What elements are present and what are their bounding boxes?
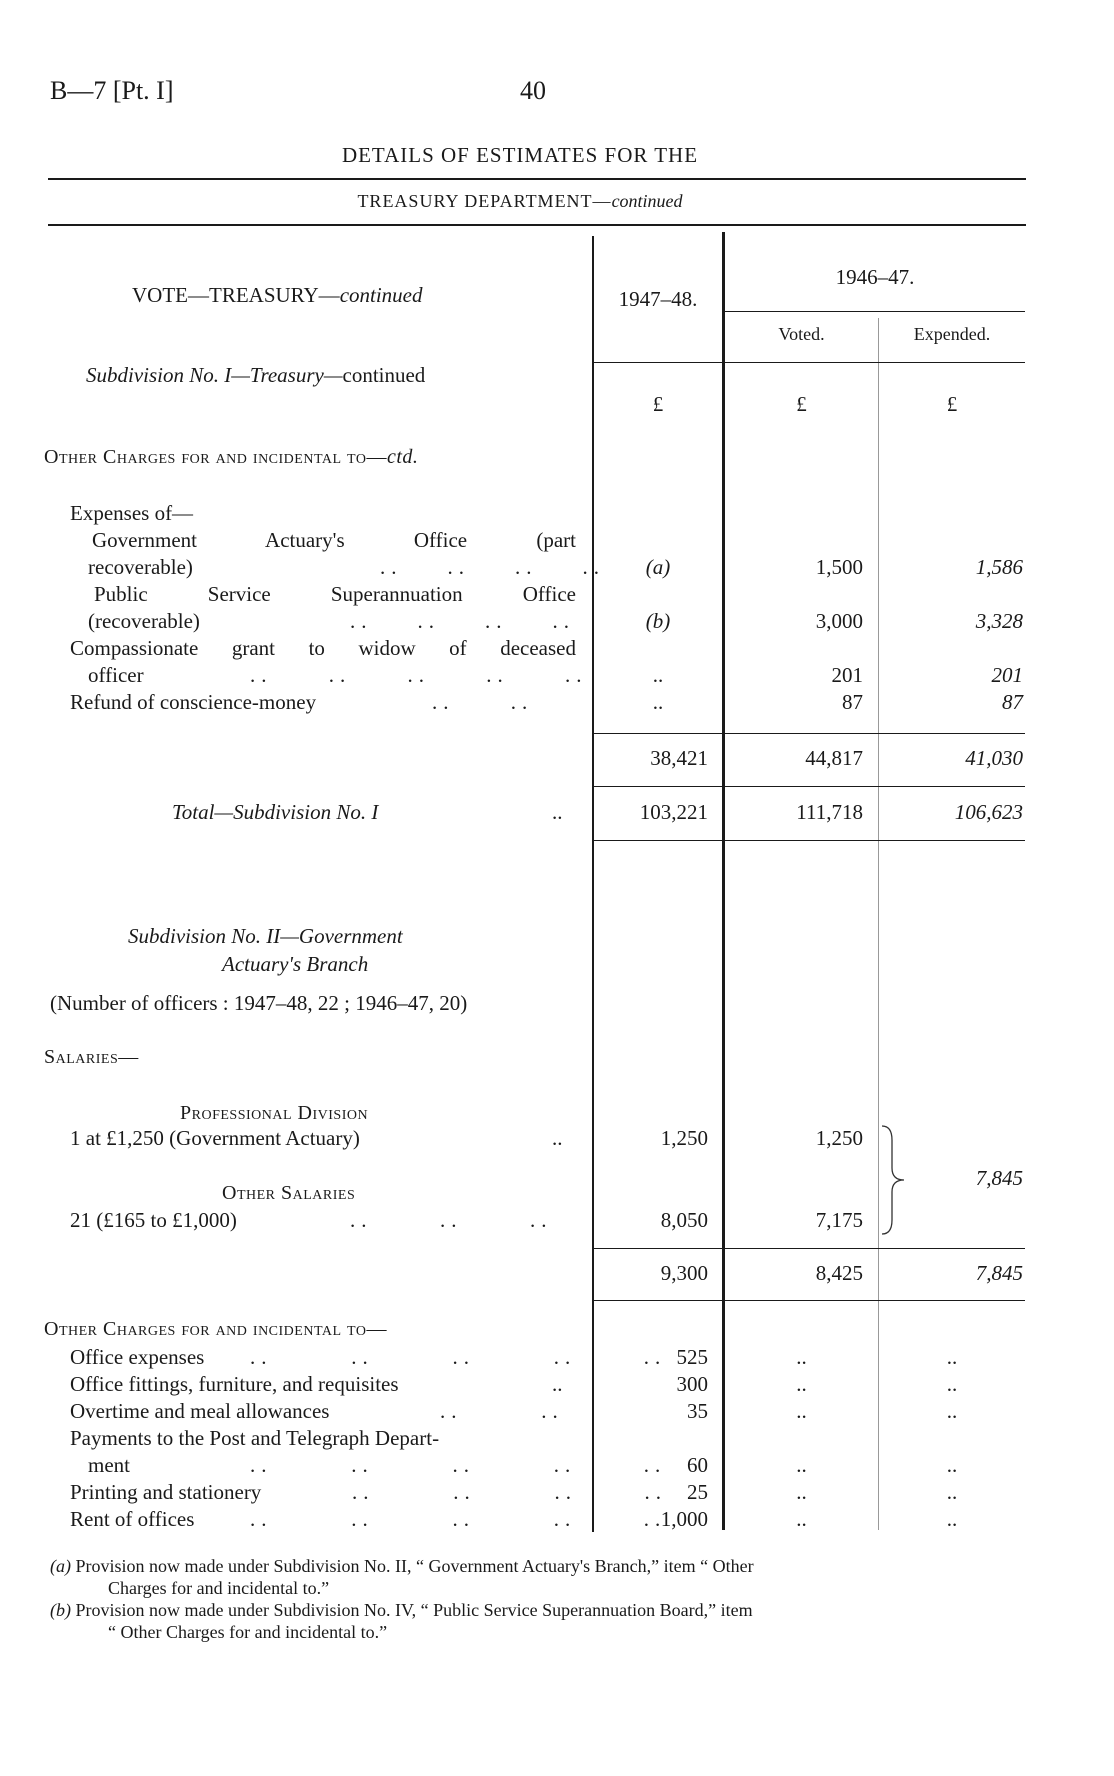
charge-fittings-current: 300: [676, 1372, 708, 1396]
currency-expended: £: [946, 392, 958, 416]
salary-total-top-rule: [594, 1248, 1025, 1249]
subtotal-current: 38,421: [650, 746, 708, 770]
subdiv1-heading: [86, 363, 425, 388]
prof-row-current: 1,250: [660, 1126, 708, 1150]
leader-dots: .. ..: [432, 690, 534, 714]
salary-total-current: 9,300: [660, 1261, 708, 1285]
department-cont: continued: [611, 191, 683, 211]
header-bottom-rule: [594, 362, 1025, 363]
salary-total-voted: 8,425: [815, 1261, 863, 1285]
charge-rent-current: 1,000: [660, 1507, 708, 1531]
salaries-heading: Salaries—: [44, 1046, 139, 1068]
total-current: 103,221: [639, 800, 708, 824]
row-gov-actuary-voted: 1,500: [815, 555, 863, 579]
other-salaries: Other Salaries: [222, 1182, 356, 1204]
row-psso-line1: Public Service Superannuation Office: [94, 582, 576, 606]
leader-dots: .. ..: [440, 1399, 564, 1423]
total-top-rule: [594, 786, 1025, 787]
charge-fittings-voted: ..: [796, 1372, 807, 1396]
leader-dots: .. .. .. ..: [380, 555, 605, 579]
row-grant-line1: Compassionate grant to widow of deceased: [70, 636, 576, 660]
charge-printing-voted: ..: [796, 1480, 807, 1504]
other-row-current: 8,050: [660, 1208, 708, 1232]
footnote-b-line2: “ Other Charges for and incidental to.”: [108, 1622, 388, 1642]
vote-cont: continued: [339, 283, 423, 307]
row-grant-current: ..: [652, 663, 664, 687]
subdiv1-ctd: ctd.: [386, 446, 419, 468]
prof-row-label: 1 at £1,250 (Government Actuary): [70, 1126, 360, 1150]
charge-fittings-label: Office fittings, furniture, and requisites: [70, 1372, 399, 1396]
prof-row-voted: 1,250: [815, 1126, 863, 1150]
charge-post-label: Payments to the Post and Telegraph Depart-: [70, 1426, 440, 1450]
row-refund-voted: 87: [842, 690, 863, 714]
other-row-voted: 7,175: [815, 1208, 863, 1232]
charge-office-expenses-label: Office expenses: [70, 1345, 205, 1369]
charge-post-label2: ment: [88, 1453, 130, 1477]
charge-overtime-label: Overtime and meal allowances: [70, 1399, 330, 1423]
charge-post-current: 60: [687, 1453, 708, 1477]
page-number: 40: [520, 76, 546, 105]
leader-dots: .. .. .. .. ..: [250, 1345, 667, 1369]
footnote-a-mark: (a): [50, 1556, 71, 1576]
column-rule-1: [592, 236, 594, 1532]
footnote-a: [50, 1556, 754, 1577]
title-rule: [48, 178, 1026, 180]
charge-overtime-voted: ..: [796, 1399, 807, 1423]
charge-overtime-expended: ..: [946, 1399, 958, 1423]
row-gov-actuary-expended: 1,586: [975, 555, 1023, 579]
leader-dots: .. .. .. .. ..: [250, 1507, 667, 1531]
subtotal-expended: 41,030: [965, 746, 1023, 770]
subdiv1-other-charges-label: Other Charges for and incidental to—: [44, 446, 387, 468]
row-gov-actuary-line1: Government Actuary's Office (part: [92, 528, 576, 552]
subdiv2-heading-a: Subdivision No. II—Government: [128, 924, 403, 948]
charge-printing-label: Printing and stationery: [70, 1480, 262, 1504]
professional-division: Professional Division: [180, 1102, 369, 1124]
charge-rent-voted: ..: [796, 1507, 807, 1531]
leader-dots: ..: [552, 800, 563, 824]
row-psso-expended: 3,328: [975, 609, 1023, 633]
bracket-expended: 7,845: [975, 1166, 1023, 1190]
vote-title: VOTE—TREASURY—: [132, 283, 340, 307]
page-title: DETAILS OF ESTIMATES FOR THE: [341, 143, 699, 167]
subdiv2-heading-b: Actuary's Branch: [222, 952, 369, 976]
col-year-prev: 1946–47.: [835, 265, 915, 289]
charge-fittings-expended: ..: [946, 1372, 958, 1396]
leader-dots: .. .. .. .. ..: [250, 663, 588, 687]
currency-voted: £: [796, 392, 807, 416]
row-refund-label: Refund of conscience-money: [70, 690, 317, 714]
row-refund-expended: 87: [1002, 690, 1023, 714]
department-heading: [0, 191, 1040, 212]
other-row-label: 21 (£165 to £1,000): [70, 1208, 237, 1232]
footnote-b-line1: Provision now made under Subdivision No. IV, “ Public Service Superannuation Board,” item: [75, 1600, 753, 1620]
total-expended: 106,623: [954, 800, 1023, 824]
charge-printing-current: 25: [687, 1480, 708, 1504]
expenses-of: Expenses of—: [70, 501, 194, 525]
charge-office-expenses-expended: ..: [946, 1345, 958, 1369]
footnote-a-line1: Provision now made under Subdivision No. II, “ Government Actuary's Branch,” item “ Other: [75, 1556, 754, 1576]
charge-post-voted: ..: [796, 1453, 807, 1477]
charge-overtime-current: 35: [687, 1399, 708, 1423]
total-bottom-rule: [594, 840, 1025, 841]
department-rule: [48, 224, 1026, 226]
total-voted: 111,718: [796, 800, 863, 824]
charge-post-expended: ..: [946, 1453, 958, 1477]
page-reference: B—7 [Pt. I]: [50, 76, 174, 105]
footnote-b: [50, 1600, 753, 1621]
charge-rent-expended: ..: [946, 1507, 958, 1531]
leader-dots: ..: [552, 1126, 563, 1150]
row-psso-line2: (recoverable): [88, 609, 200, 633]
subdiv2-officers: (Number of officers : 1947–48, 22 ; 1946–47, 20): [50, 991, 468, 1015]
vote-heading: [132, 283, 423, 308]
column-rule-2: [722, 232, 725, 1530]
row-refund-current: ..: [652, 690, 664, 714]
subtotal-rule: [594, 733, 1025, 734]
footnote-b-mark: (b): [50, 1600, 71, 1620]
row-gov-actuary-line2: recoverable): [88, 555, 193, 579]
charge-printing-expended: ..: [946, 1480, 958, 1504]
col-expended: Expended.: [913, 324, 991, 344]
row-grant-voted: 201: [831, 663, 863, 687]
year-prev-rule: [725, 311, 1025, 312]
row-psso-current: (b): [645, 609, 671, 633]
leader-dots: .. .. .. .. ..: [250, 1453, 667, 1477]
row-grant-expended: 201: [991, 663, 1023, 687]
currency-current: £: [652, 392, 664, 416]
row-psso-voted: 3,000: [815, 609, 863, 633]
subdiv1-total-label: Total—Subdivision No. I: [172, 800, 379, 824]
footnote-a-line2: Charges for and incidental to.”: [108, 1578, 330, 1598]
leader-dots: .. .. .. ..: [350, 609, 575, 633]
row-gov-actuary-current: (a): [645, 555, 671, 579]
leader-dots: .. .. .. ..: [352, 1480, 667, 1504]
subdiv1-heading-a: Subdivision No. I—Treasury—: [86, 363, 343, 387]
subdiv1-heading-b: continued: [342, 363, 426, 387]
department-name: TREASURY DEPARTMENT—: [357, 191, 612, 211]
leader-dots: ..: [552, 1372, 563, 1396]
col-voted: Voted.: [778, 324, 825, 344]
charge-office-expenses-voted: ..: [796, 1345, 807, 1369]
subdiv2-other-charges: Other Charges for and incidental to—: [44, 1318, 387, 1340]
salary-total-expended: 7,845: [975, 1261, 1023, 1285]
leader-dots: .. .. ..: [350, 1208, 553, 1232]
charge-office-expenses-current: 525: [676, 1345, 708, 1369]
subdiv1-other-charges: [44, 446, 418, 469]
charge-rent-label: Rent of offices: [70, 1507, 195, 1531]
salary-total-bottom-rule: [594, 1300, 1025, 1301]
subtotal-voted: 44,817: [805, 746, 863, 770]
row-grant-line2: officer: [88, 663, 144, 687]
col-year-current: 1947–48.: [618, 287, 698, 311]
